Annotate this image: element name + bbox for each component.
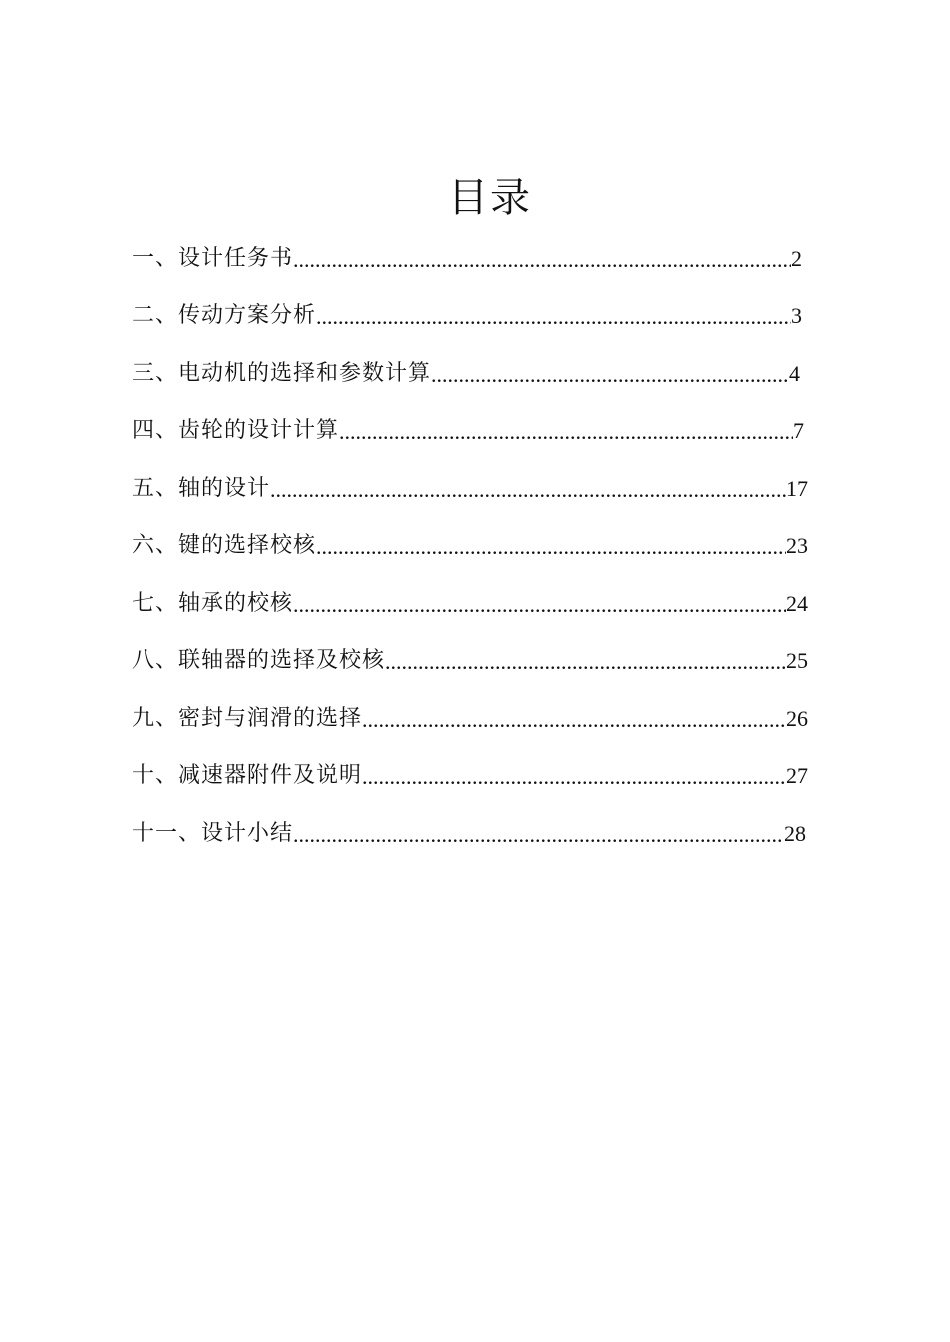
toc-entry-page: 28 bbox=[784, 820, 806, 846]
toc-entry[interactable] bbox=[132, 690, 808, 748]
toc-list bbox=[132, 230, 808, 863]
toc-entry[interactable] bbox=[132, 575, 808, 633]
toc-dot-leader bbox=[362, 704, 786, 734]
toc-entry-page: 7 bbox=[793, 418, 804, 444]
toc-dot-leader bbox=[362, 761, 786, 791]
toc-entry[interactable] bbox=[132, 403, 804, 461]
toc-entry-page: 2 bbox=[791, 245, 802, 271]
toc-dot-leader bbox=[316, 531, 786, 561]
toc-dot-leader bbox=[293, 819, 784, 849]
toc-entry[interactable] bbox=[132, 345, 800, 403]
toc-dot-leader bbox=[339, 416, 793, 446]
toc-entry[interactable] bbox=[132, 805, 806, 863]
toc-entry-label: 十、减速器附件及说明 bbox=[132, 763, 363, 789]
toc-entry-page: 17 bbox=[786, 475, 808, 501]
toc-entry[interactable] bbox=[132, 460, 808, 518]
toc-entry-label: 二、传动方案分析 bbox=[132, 303, 317, 329]
toc-entry[interactable] bbox=[132, 288, 802, 346]
toc-entry-label: 五、轴的设计 bbox=[132, 475, 271, 501]
toc-dot-leader bbox=[293, 244, 791, 274]
toc-entry-page: 4 bbox=[789, 360, 800, 386]
toc-entry-label: 六、键的选择校核 bbox=[132, 533, 317, 559]
toc-entry-label: 一、设计任务书 bbox=[132, 245, 294, 271]
toc-entry-label: 七、轴承的校核 bbox=[132, 590, 294, 616]
toc-dot-leader bbox=[431, 359, 789, 389]
toc-entry-page: 3 bbox=[791, 303, 802, 329]
toc-entry[interactable] bbox=[132, 518, 808, 576]
toc-entry[interactable] bbox=[132, 633, 808, 691]
toc-entry-label: 九、密封与润滑的选择 bbox=[132, 705, 363, 731]
toc-entry-label: 十一、设计小结 bbox=[132, 820, 294, 846]
toc-dot-leader bbox=[316, 301, 791, 331]
toc-dot-leader bbox=[270, 474, 786, 504]
toc-entry-page: 27 bbox=[786, 763, 808, 789]
toc-title: 目录 bbox=[448, 175, 532, 221]
toc-entry-label: 四、齿轮的设计计算 bbox=[132, 418, 340, 444]
toc-entry-page: 24 bbox=[786, 590, 808, 616]
toc-entry-label: 八、联轴器的选择及校核 bbox=[132, 648, 386, 674]
toc-dot-leader bbox=[293, 589, 786, 619]
toc-entry-page: 23 bbox=[786, 533, 808, 559]
toc-entry-page: 25 bbox=[786, 648, 808, 674]
toc-entry-label: 三、电动机的选择和参数计算 bbox=[132, 360, 432, 386]
toc-entry[interactable] bbox=[132, 230, 802, 288]
toc-entry-page: 26 bbox=[786, 705, 808, 731]
toc-dot-leader bbox=[385, 646, 786, 676]
toc-entry[interactable] bbox=[132, 748, 808, 806]
